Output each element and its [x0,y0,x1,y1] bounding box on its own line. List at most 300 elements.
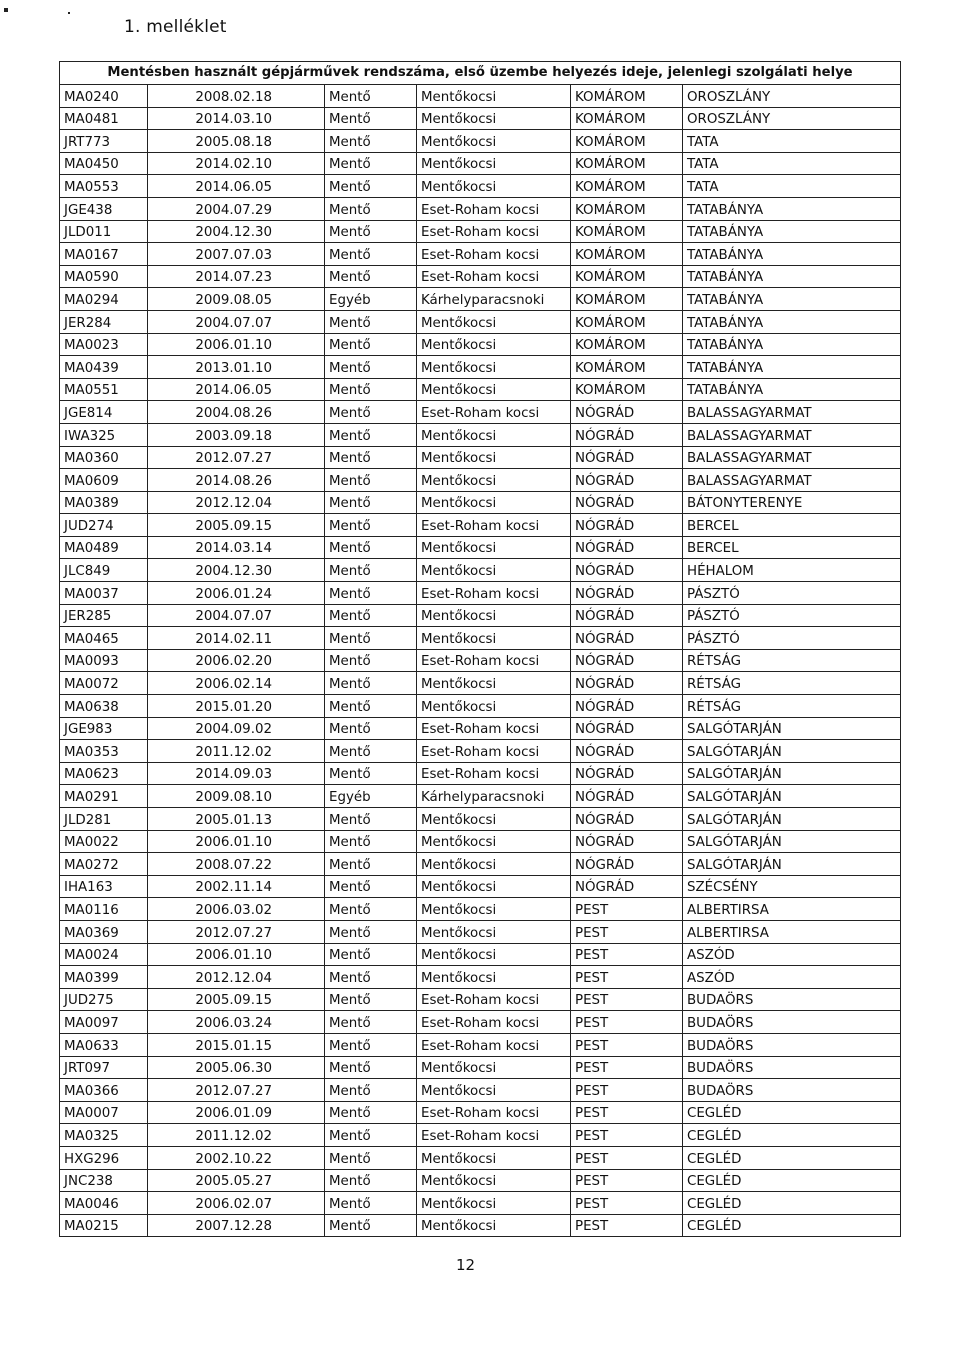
cell-vehicle-type: Mentőkocsi [417,875,571,898]
cell-category: Mentő [325,559,417,582]
cell-vehicle-type: Eset-Roham kocsi [417,197,571,220]
cell-category: Mentő [325,265,417,288]
cell-county: NÓGRÁD [571,559,683,582]
cell-category: Mentő [325,536,417,559]
cell-plate: MA0439 [60,356,148,379]
cell-station: ALBERTIRSA [683,898,901,921]
cell-county: KOMÁROM [571,130,683,153]
table-row [60,785,901,808]
cell-vehicle-type: Eset-Roham kocsi [417,762,571,785]
cell-county: PEST [571,1169,683,1192]
cell-category: Mentő [325,830,417,853]
cell-vehicle-type: Mentőkocsi [417,446,571,469]
cell-county: NÓGRÁD [571,423,683,446]
cell-county: NÓGRÁD [571,740,683,763]
cell-category: Egyéb [325,288,417,311]
cell-station: CEGLÉD [683,1124,901,1147]
cell-station: TATA [683,175,901,198]
cell-date: 2014.02.11 [148,627,325,650]
cell-vehicle-type: Mentőkocsi [417,920,571,943]
cell-category: Mentő [325,175,417,198]
cell-date: 2005.06.30 [148,1056,325,1079]
table-row [60,220,901,243]
cell-county: NÓGRÁD [571,672,683,695]
cell-station: SALGÓTARJÁN [683,853,901,876]
cell-category: Mentő [325,988,417,1011]
cell-station: BUDAÖRS [683,1033,901,1056]
table-row [60,943,901,966]
cell-category: Mentő [325,130,417,153]
cell-date: 2015.01.20 [148,695,325,718]
cell-county: NÓGRÁD [571,401,683,424]
cell-date: 2005.09.15 [148,988,325,1011]
table-row [60,1033,901,1056]
cell-category: Mentő [325,310,417,333]
table-title-row [60,62,901,85]
cell-date: 2014.06.05 [148,378,325,401]
cell-category: Mentő [325,717,417,740]
cell-plate: MA0097 [60,1011,148,1034]
cell-category: Mentő [325,85,417,108]
cell-vehicle-type: Mentőkocsi [417,830,571,853]
cell-vehicle-type: Mentőkocsi [417,604,571,627]
cell-county: NÓGRÁD [571,830,683,853]
cell-vehicle-type: Mentőkocsi [417,491,571,514]
table-row [60,966,901,989]
cell-plate: MA0046 [60,1192,148,1215]
cell-plate: MA0167 [60,243,148,266]
cell-vehicle-type: Eset-Roham kocsi [417,1033,571,1056]
cell-county: KOMÁROM [571,175,683,198]
cell-category: Mentő [325,582,417,605]
cell-station: TATABÁNYA [683,356,901,379]
table-row [60,988,901,1011]
cell-date: 2014.03.14 [148,536,325,559]
cell-county: NÓGRÁD [571,582,683,605]
cell-county: NÓGRÁD [571,785,683,808]
cell-date: 2012.12.04 [148,966,325,989]
cell-station: BUDAÖRS [683,1056,901,1079]
cell-plate: JNC238 [60,1169,148,1192]
table-row [60,333,901,356]
cell-station: TATABÁNYA [683,220,901,243]
cell-plate: JLC849 [60,559,148,582]
cell-category: Mentő [325,943,417,966]
cell-station: SALGÓTARJÁN [683,762,901,785]
cell-date: 2014.07.23 [148,265,325,288]
cell-plate: MA0093 [60,649,148,672]
cell-county: PEST [571,898,683,921]
cell-county: KOMÁROM [571,243,683,266]
cell-county: NÓGRÁD [571,491,683,514]
cell-vehicle-type: Eset-Roham kocsi [417,1101,571,1124]
table-row [60,175,901,198]
cell-county: PEST [571,966,683,989]
table-row [60,875,901,898]
table-row [60,423,901,446]
table-row [60,1101,901,1124]
cell-date: 2006.01.24 [148,582,325,605]
cell-category: Mentő [325,1101,417,1124]
cell-date: 2006.01.09 [148,1101,325,1124]
table-row [60,920,901,943]
cell-station: RÉTSÁG [683,649,901,672]
cell-plate: MA0609 [60,469,148,492]
scan-speck [4,8,8,12]
cell-plate: JLD281 [60,808,148,831]
cell-date: 2004.12.30 [148,220,325,243]
table-row [60,310,901,333]
cell-date: 2014.06.05 [148,175,325,198]
cell-station: CEGLÉD [683,1192,901,1215]
cell-station: SZÉCSÉNY [683,875,901,898]
table-row [60,1011,901,1034]
cell-plate: MA0389 [60,491,148,514]
cell-vehicle-type: Eset-Roham kocsi [417,514,571,537]
cell-vehicle-type: Kárhelyparacsnoki [417,288,571,311]
cell-vehicle-type: Mentőkocsi [417,469,571,492]
cell-county: NÓGRÁD [571,446,683,469]
cell-station: TATA [683,130,901,153]
table-row [60,1192,901,1215]
cell-plate: MA0450 [60,152,148,175]
cell-date: 2009.08.10 [148,785,325,808]
cell-date: 2012.12.04 [148,491,325,514]
table-row [60,469,901,492]
cell-date: 2011.12.02 [148,1124,325,1147]
table-row [60,762,901,785]
cell-plate: MA0240 [60,85,148,108]
cell-plate: MA0623 [60,762,148,785]
cell-vehicle-type: Mentőkocsi [417,175,571,198]
cell-county: KOMÁROM [571,356,683,379]
cell-county: NÓGRÁD [571,649,683,672]
cell-plate: JGE983 [60,717,148,740]
cell-vehicle-type: Mentőkocsi [417,1169,571,1192]
cell-station: SALGÓTARJÁN [683,785,901,808]
cell-station: SALGÓTARJÁN [683,717,901,740]
cell-category: Mentő [325,740,417,763]
cell-plate: MA0360 [60,446,148,469]
cell-category: Mentő [325,356,417,379]
cell-plate: MA0638 [60,695,148,718]
cell-county: NÓGRÁD [571,853,683,876]
cell-category: Mentő [325,491,417,514]
cell-vehicle-type: Eset-Roham kocsi [417,1124,571,1147]
cell-category: Mentő [325,401,417,424]
table-row [60,1079,901,1102]
cell-station: BUDAÖRS [683,1079,901,1102]
table-row [60,1124,901,1147]
cell-county: KOMÁROM [571,378,683,401]
cell-county: NÓGRÁD [571,536,683,559]
cell-date: 2006.01.10 [148,830,325,853]
cell-category: Mentő [325,469,417,492]
cell-county: PEST [571,1214,683,1237]
table-row [60,288,901,311]
cell-date: 2006.02.20 [148,649,325,672]
cell-date: 2007.12.28 [148,1214,325,1237]
cell-county: KOMÁROM [571,85,683,108]
vehicle-table [59,61,901,1237]
cell-vehicle-type: Mentőkocsi [417,943,571,966]
cell-vehicle-type: Mentőkocsi [417,559,571,582]
cell-category: Mentő [325,604,417,627]
cell-date: 2004.12.30 [148,559,325,582]
table-row [60,1056,901,1079]
cell-category: Mentő [325,695,417,718]
cell-vehicle-type: Mentőkocsi [417,536,571,559]
cell-county: PEST [571,1124,683,1147]
cell-plate: MA0399 [60,966,148,989]
table-row [60,446,901,469]
cell-plate: MA0215 [60,1214,148,1237]
cell-vehicle-type: Mentőkocsi [417,1192,571,1215]
cell-category: Mentő [325,243,417,266]
cell-vehicle-type: Eset-Roham kocsi [417,265,571,288]
cell-vehicle-type: Mentőkocsi [417,423,571,446]
cell-vehicle-type: Eset-Roham kocsi [417,582,571,605]
cell-station: TATABÁNYA [683,288,901,311]
table-row [60,1169,901,1192]
cell-county: PEST [571,988,683,1011]
table-row [60,672,901,695]
cell-category: Mentő [325,853,417,876]
table-row [60,356,901,379]
cell-county: KOMÁROM [571,333,683,356]
cell-category: Mentő [325,333,417,356]
cell-station: OROSZLÁNY [683,107,901,130]
table-row [60,740,901,763]
cell-plate: MA0481 [60,107,148,130]
table-row [60,830,901,853]
cell-category: Mentő [325,920,417,943]
cell-date: 2012.07.27 [148,1079,325,1102]
cell-category: Mentő [325,1011,417,1034]
table-row [60,898,901,921]
cell-vehicle-type: Mentőkocsi [417,107,571,130]
cell-vehicle-type: Mentőkocsi [417,85,571,108]
cell-date: 2005.09.15 [148,514,325,537]
table-title: Mentésben használt gépjárművek rendszáma, első üzembe helyezés ideje, jelenlegi szolgálati helye [60,62,901,85]
cell-plate: MA0294 [60,288,148,311]
cell-plate: JGE814 [60,401,148,424]
cell-plate: JUD275 [60,988,148,1011]
cell-county: PEST [571,1011,683,1034]
cell-county: NÓGRÁD [571,627,683,650]
cell-county: KOMÁROM [571,265,683,288]
cell-vehicle-type: Mentőkocsi [417,627,571,650]
cell-station: TATA [683,152,901,175]
table-row [60,514,901,537]
table-row [60,695,901,718]
cell-date: 2006.03.24 [148,1011,325,1034]
cell-category: Mentő [325,627,417,650]
table-row [60,243,901,266]
cell-station: BALASSAGYARMAT [683,469,901,492]
cell-date: 2005.01.13 [148,808,325,831]
cell-plate: MA0072 [60,672,148,695]
cell-station: BUDAÖRS [683,1011,901,1034]
cell-station: CEGLÉD [683,1101,901,1124]
cell-vehicle-type: Eset-Roham kocsi [417,1011,571,1034]
cell-county: NÓGRÁD [571,695,683,718]
cell-plate: MA0037 [60,582,148,605]
cell-vehicle-type: Eset-Roham kocsi [417,649,571,672]
table-row [60,536,901,559]
cell-station: BÁTONYTERENYE [683,491,901,514]
cell-county: KOMÁROM [571,310,683,333]
cell-vehicle-type: Mentőkocsi [417,152,571,175]
cell-station: HÉHALOM [683,559,901,582]
cell-plate: JER285 [60,604,148,627]
cell-plate: MA0116 [60,898,148,921]
cell-vehicle-type: Eset-Roham kocsi [417,220,571,243]
cell-station: TATABÁNYA [683,265,901,288]
table-body [60,62,901,1237]
table-row [60,1146,901,1169]
cell-county: KOMÁROM [571,197,683,220]
table-row [60,401,901,424]
cell-date: 2006.01.10 [148,333,325,356]
cell-station: TATABÁNYA [683,243,901,266]
cell-plate: MA0353 [60,740,148,763]
cell-category: Mentő [325,1192,417,1215]
cell-plate: MA0272 [60,853,148,876]
cell-vehicle-type: Eset-Roham kocsi [417,243,571,266]
cell-category: Mentő [325,1214,417,1237]
cell-county: NÓGRÁD [571,762,683,785]
table-row [60,717,901,740]
cell-date: 2006.02.14 [148,672,325,695]
cell-vehicle-type: Mentőkocsi [417,695,571,718]
cell-county: PEST [571,920,683,943]
cell-category: Mentő [325,898,417,921]
cell-date: 2008.07.22 [148,853,325,876]
cell-category: Mentő [325,197,417,220]
cell-station: TATABÁNYA [683,197,901,220]
cell-category: Mentő [325,875,417,898]
cell-county: NÓGRÁD [571,875,683,898]
cell-plate: JRT773 [60,130,148,153]
cell-date: 2014.03.10 [148,107,325,130]
cell-category: Mentő [325,1056,417,1079]
table-row [60,152,901,175]
cell-plate: HXG296 [60,1146,148,1169]
cell-station: BALASSAGYARMAT [683,401,901,424]
cell-vehicle-type: Mentőkocsi [417,378,571,401]
cell-station: ASZÓD [683,966,901,989]
cell-station: RÉTSÁG [683,672,901,695]
cell-date: 2012.07.27 [148,920,325,943]
cell-vehicle-type: Mentőkocsi [417,130,571,153]
cell-station: BERCEL [683,514,901,537]
cell-date: 2011.12.02 [148,740,325,763]
table-row [60,808,901,831]
cell-vehicle-type: Eset-Roham kocsi [417,717,571,740]
cell-category: Mentő [325,966,417,989]
cell-station: PÁSZTÓ [683,604,901,627]
cell-station: CEGLÉD [683,1169,901,1192]
cell-plate: JER284 [60,310,148,333]
cell-category: Mentő [325,423,417,446]
cell-plate: MA0489 [60,536,148,559]
table-row [60,649,901,672]
cell-vehicle-type: Mentőkocsi [417,1146,571,1169]
cell-plate: MA0325 [60,1124,148,1147]
cell-date: 2004.08.26 [148,401,325,424]
cell-station: TATABÁNYA [683,310,901,333]
cell-vehicle-type: Mentőkocsi [417,356,571,379]
scan-speck [68,12,70,14]
cell-plate: MA0366 [60,1079,148,1102]
cell-category: Egyéb [325,785,417,808]
cell-vehicle-type: Mentőkocsi [417,853,571,876]
page-heading: 1. melléklet [124,17,227,37]
cell-category: Mentő [325,808,417,831]
cell-station: BALASSAGYARMAT [683,423,901,446]
cell-county: KOMÁROM [571,107,683,130]
table-row [60,265,901,288]
cell-vehicle-type: Mentőkocsi [417,333,571,356]
table-row [60,130,901,153]
cell-station: BERCEL [683,536,901,559]
cell-county: NÓGRÁD [571,604,683,627]
cell-station: SALGÓTARJÁN [683,830,901,853]
cell-station: TATABÁNYA [683,333,901,356]
cell-date: 2002.10.22 [148,1146,325,1169]
table-row [60,197,901,220]
cell-date: 2006.03.02 [148,898,325,921]
cell-station: ALBERTIRSA [683,920,901,943]
cell-county: KOMÁROM [571,220,683,243]
cell-date: 2014.02.10 [148,152,325,175]
cell-date: 2007.07.03 [148,243,325,266]
cell-county: PEST [571,1192,683,1215]
table-row [60,627,901,650]
cell-station: OROSZLÁNY [683,85,901,108]
cell-vehicle-type: Eset-Roham kocsi [417,401,571,424]
cell-category: Mentő [325,378,417,401]
cell-date: 2006.01.10 [148,943,325,966]
table-row [60,85,901,108]
cell-county: PEST [571,1079,683,1102]
cell-county: PEST [571,1146,683,1169]
cell-vehicle-type: Mentőkocsi [417,310,571,333]
cell-date: 2009.08.05 [148,288,325,311]
cell-station: CEGLÉD [683,1146,901,1169]
cell-date: 2015.01.15 [148,1033,325,1056]
cell-county: PEST [571,1056,683,1079]
cell-vehicle-type: Mentőkocsi [417,808,571,831]
cell-date: 2014.09.03 [148,762,325,785]
cell-category: Mentő [325,1169,417,1192]
table-row [60,107,901,130]
cell-vehicle-type: Kárhelyparacsnoki [417,785,571,808]
cell-category: Mentő [325,649,417,672]
cell-date: 2002.11.14 [148,875,325,898]
cell-vehicle-type: Mentőkocsi [417,1079,571,1102]
cell-vehicle-type: Mentőkocsi [417,1214,571,1237]
cell-plate: MA0024 [60,943,148,966]
cell-plate: MA0291 [60,785,148,808]
cell-station: PÁSZTÓ [683,627,901,650]
cell-county: KOMÁROM [571,288,683,311]
cell-county: PEST [571,943,683,966]
cell-date: 2006.02.07 [148,1192,325,1215]
cell-station: SALGÓTARJÁN [683,808,901,831]
cell-station: PÁSZTÓ [683,582,901,605]
